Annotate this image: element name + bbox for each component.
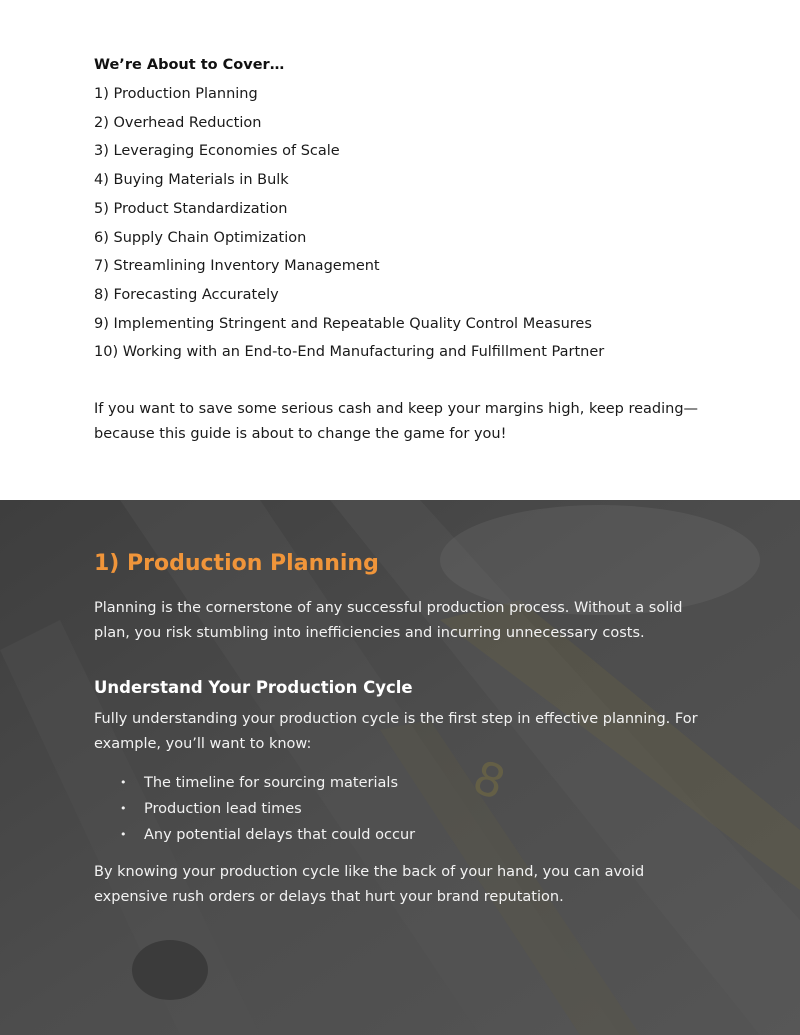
background-photo [0,500,800,1035]
closing-paragraph: By knowing your production cycle like the back of your hand, you can avoid expensive rush orders or delays that hurt your brand reputation. [94,864,645,905]
bullet-list [94,770,714,848]
production-planning-section [0,500,800,1035]
topics-list [94,80,714,367]
svg-text:8: 8 [466,749,513,811]
subsection-title: Understand Your Production Cycle [94,678,413,697]
intro-paragraph: If you want to save some serious cash and keep your margins high, keep reading—because this guide is about to change the game for you! [94,401,699,442]
list-item [94,796,714,822]
intro-section [0,0,800,500]
list-item: 2) Overhead Reduction [94,114,262,131]
bullet-icon: • [120,776,127,789]
list-item: 7) Streamlining Inventory Management [94,258,380,275]
list-item [94,770,714,796]
list-item: 6) Supply Chain Optimization [94,229,307,246]
list-item: 5) Product Standardization [94,200,288,217]
bullet-icon: • [120,802,127,815]
bullet-icon: • [120,828,127,841]
section-title: 1) Production Planning [94,551,379,576]
list-item: 8) Forecasting Accurately [94,286,279,303]
intro-heading: We’re About to Cover… [94,57,285,73]
bullet-text: Production lead times [144,801,302,817]
subsection-paragraph: Fully understanding your production cycle is the first step in effective planning. For example, you’ll want to know: [94,711,698,752]
list-item [94,822,714,848]
bullet-text: The timeline for sourcing materials [144,775,398,791]
list-item: 9) Implementing Stringent and Repeatable Quality Control Measures [94,315,592,332]
list-item: 3) Leveraging Economies of Scale [94,143,340,160]
list-item: 1) Production Planning [94,86,258,102]
list-item: 10) Working with an End-to-End Manufacturing and Fulfillment Partner [94,344,605,361]
bullet-text: Any potential delays that could occur [144,827,416,843]
section-intro: Planning is the cornerstone of any successful production process. Without a solid plan, you risk stumbling into inefficiencies and incurring unnecessary costs. [94,600,683,641]
list-item: 4) Buying Materials in Bulk [94,172,289,189]
